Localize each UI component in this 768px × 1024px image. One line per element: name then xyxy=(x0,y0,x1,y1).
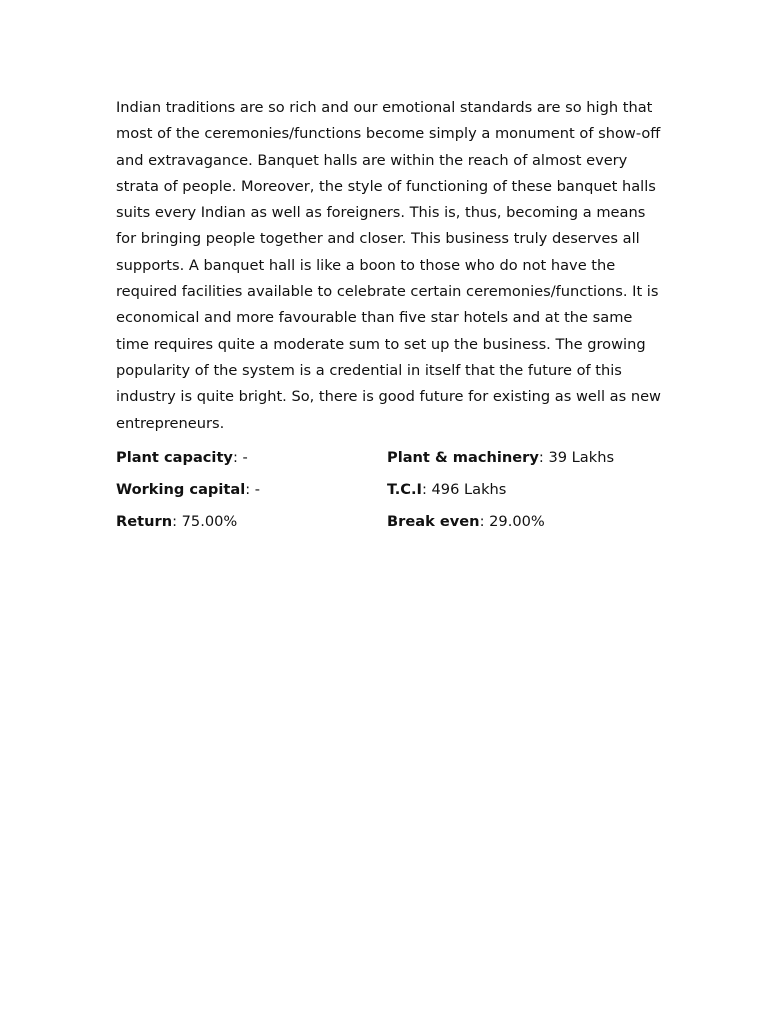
fact-value: : 496 Lakhs xyxy=(421,480,507,498)
fact-value: : 75.00% xyxy=(172,512,238,530)
description-paragraph: Indian traditions are so rich and our emotional standards are so high that most of the ceremonies/functions become simply a monument of show-off and extravagance. Banquet halls are within the reach of almost every strata of people. Moreover, the style of functioning of these banquet halls suits every Indian as well as foreigners. This is, thus, becoming a means for bringing people together and closer. This business truly deserves all supports. A banquet hall is like a boon to those who do not have the required facilities available to celebrate certain ceremonies/functions. It is economical and more favourable than five star hotels and at the same time requires quite a moderate sum to set up the business. The growing popularity of the system is a credential in itself that the future of this industry is quite bright. So, there is good future for existing as well as new entrepreneurs. xyxy=(116,99,661,432)
fact-tci xyxy=(387,474,661,506)
fact-plant-capacity xyxy=(116,442,387,474)
fact-label: Plant capacity xyxy=(116,448,233,466)
fact-label: Return xyxy=(116,512,173,530)
fact-value: : - xyxy=(245,480,261,498)
fact-label: T.C.I xyxy=(387,480,422,498)
fact-value: : 39 Lakhs xyxy=(538,448,615,466)
document-page xyxy=(116,95,661,538)
project-facts xyxy=(116,442,661,538)
fact-label: Working capital xyxy=(116,480,246,498)
fact-label: Break even xyxy=(387,512,480,530)
fact-value: : 29.00% xyxy=(479,512,545,530)
fact-value: : - xyxy=(232,448,248,466)
fact-return xyxy=(116,506,387,538)
fact-plant-machinery xyxy=(387,442,661,474)
fact-working-capital xyxy=(116,474,387,506)
fact-break-even xyxy=(387,506,661,538)
fact-label: Plant & machinery xyxy=(387,448,539,466)
